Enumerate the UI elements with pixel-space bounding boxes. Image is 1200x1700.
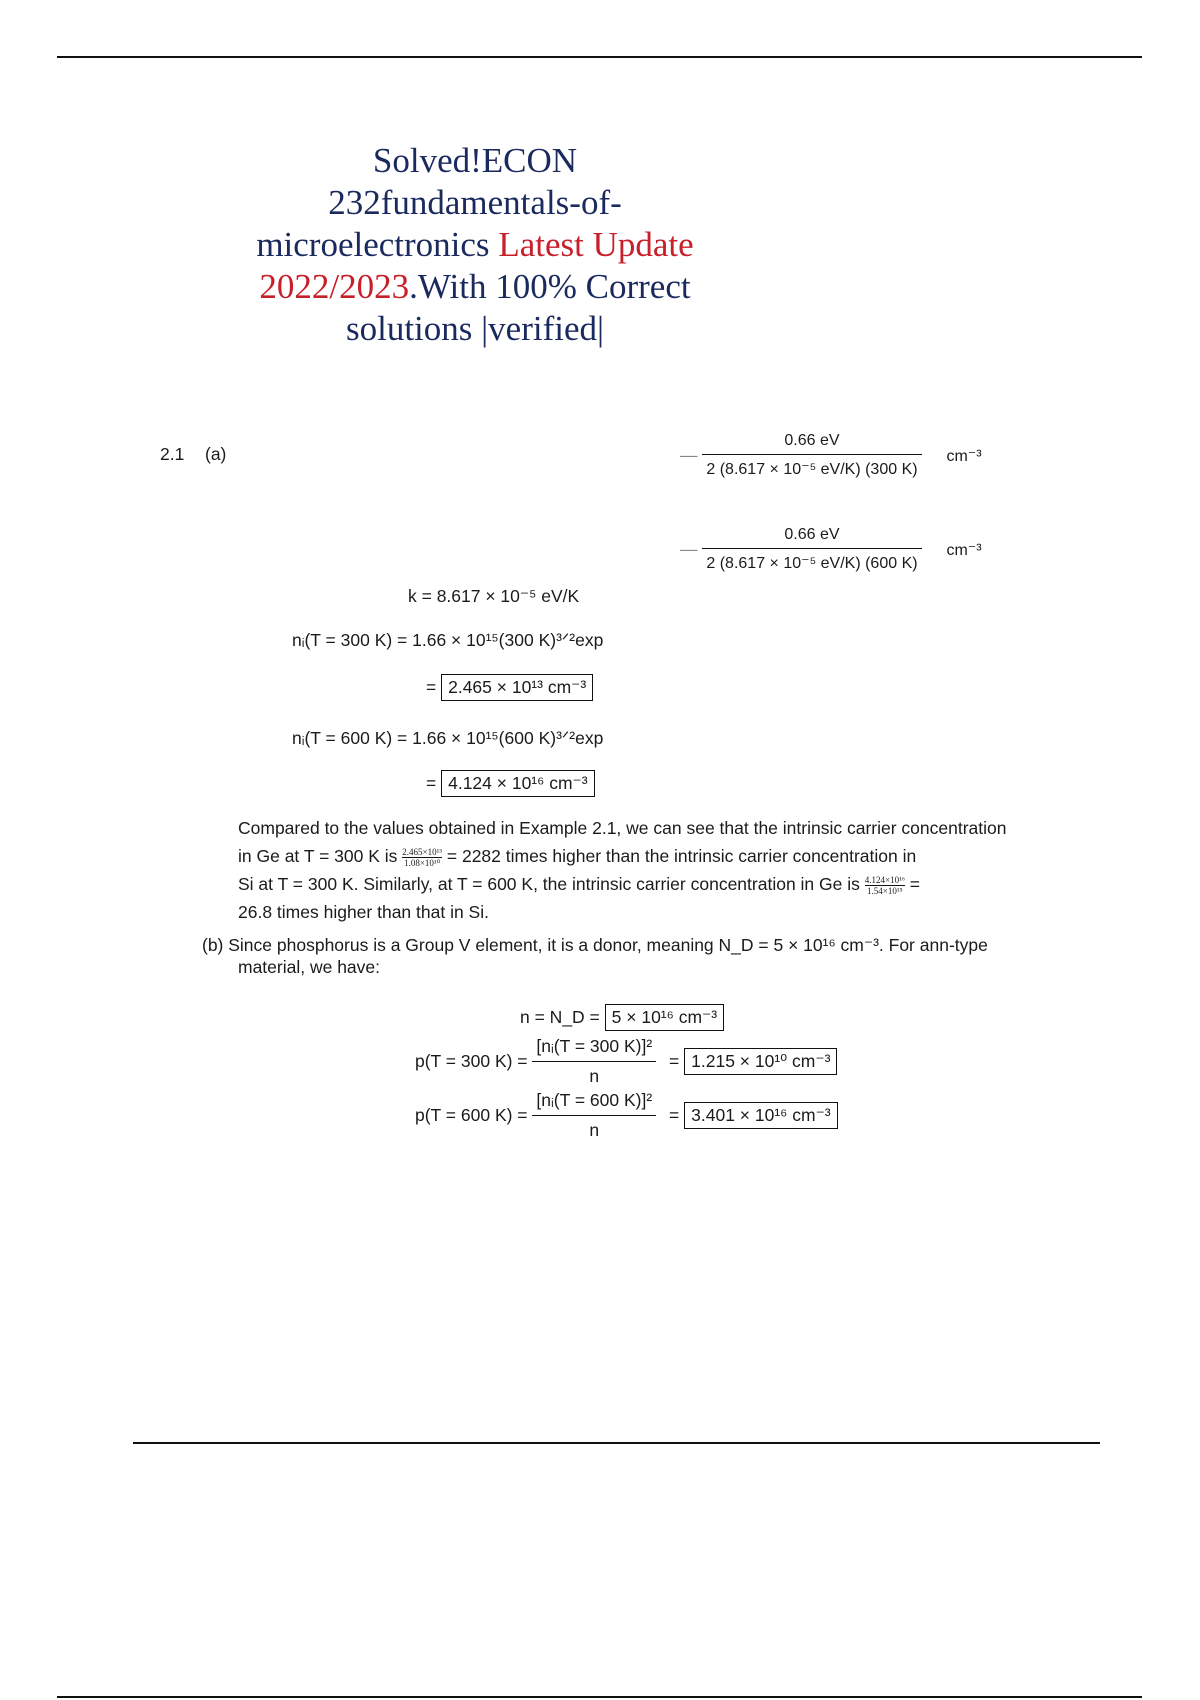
part-b-paragraph: (b) Since phosphorus is a Group V element, it is a donor, meaning N_D = 5 × 10¹⁶ cm⁻³. For ann-type material, we have: [202, 935, 988, 977]
exp-den-600: 2 (8.617 × 10⁻⁵ eV/K) (600 K) [706, 555, 918, 572]
p-600-den: n [589, 1120, 600, 1140]
footer-rule [133, 1442, 1100, 1444]
ni-300-result-row: = 2.465 × 10¹³ cm⁻³ [426, 674, 593, 701]
exp-num-600: 0.66 eV [702, 526, 921, 549]
exp-unit-300: cm⁻³ [946, 447, 982, 465]
exp-num-300: 0.66 eV [702, 432, 921, 455]
exp-unit-600: cm⁻³ [946, 541, 982, 559]
exp-den-300: 2 (8.617 × 10⁻⁵ eV/K) (300 K) [706, 461, 918, 478]
p-600-equation: p(T = 600 K) = $\frac{\text{[nᵢ(T = 600 K)]²}}{n}$ = 3.401 × 10¹⁶ cm⁻³ [415, 1090, 838, 1141]
p-600-result: 3.401 × 10¹⁶ cm⁻³ [684, 1102, 838, 1129]
ni-300-equation: nᵢ(T = 300 K) = 1.66 × 10¹⁵(300 K)³ᐟ²exp [292, 630, 604, 650]
ni-600-result-row: = 4.124 × 10¹⁶ cm⁻³ [426, 770, 595, 797]
bottom-rule [57, 1696, 1142, 1698]
p-300-den: n [589, 1066, 600, 1086]
p-300-result: 1.215 × 10¹⁰ cm⁻³ [684, 1048, 837, 1075]
comparison-paragraph: Compared to the values obtained in Example 2.1, we can see that the intrinsic carrier concentration in Ge at T = 300 K is $\frac{\text{2.465×10¹³}}{\text{1.08×10¹⁰}} = 2282$ times higher than the intrinsic carrier concentration in Si at T = 300 K. Similarly, at T = 600 K, the intrinsic carrier concentration in Ge is $\frac{\text{4.124×10¹⁶}}{\text{1.54×10¹⁵}}$ = 26.8 times higher than that in Si. [238, 818, 1007, 922]
ni-600-equation: nᵢ(T = 600 K) = 1.66 × 10¹⁵(600 K)³ᐟ²exp [292, 728, 604, 748]
p-300-equation: p(T = 300 K) = $\frac{\text{[nᵢ(T = 300 K)]²}}{n}$ = 1.215 × 10¹⁰ cm⁻³ [415, 1036, 837, 1087]
boltzmann-constant: k = 8.617 × 10⁻⁵ eV/K [408, 586, 580, 606]
ni-300-result: 2.465 × 10¹³ cm⁻³ [441, 674, 593, 701]
p-600-num: [nᵢ(T = 600 K)]² [532, 1090, 656, 1116]
title-highlight: Latest Update 2022/2023 [259, 225, 694, 306]
p-300-num: [nᵢ(T = 300 K)]² [532, 1036, 656, 1062]
n-equation: n = N_D = 5 × 10¹⁶ cm⁻³ [520, 1004, 724, 1031]
part-a-label: (a) [205, 444, 227, 464]
exp-fraction-600: — $\frac{0.66 eV}{\text{2 (8.617 × 10⁻⁵ eV/K) (600 K)}}$ cm⁻³ [680, 526, 982, 572]
document-title: Solved!ECON 232fundamentals-of-microelectronics Latest Update 2022/2023.With 100% Correct solutions |verified| [256, 141, 694, 348]
ni-600-result: 4.124 × 10¹⁶ cm⁻³ [441, 770, 595, 797]
n-result: 5 × 10¹⁶ cm⁻³ [605, 1004, 724, 1031]
ratio-fraction-300: $\frac{\text{2.465×10¹³}}{\text{1.08×10¹⁰}}$ [402, 846, 442, 868]
exp-fraction-300: — $\frac{0.66 eV}{\text{2 (8.617 × 10⁻⁵ eV/K) (300 K)}}$ cm⁻³ [680, 432, 982, 478]
top-rule [57, 56, 1142, 58]
problem-number: 2.1 [160, 444, 185, 464]
ratio-fraction-600: $\frac{\text{4.124×10¹⁶}}{\text{1.54×10¹⁵}}$ [864, 874, 905, 896]
